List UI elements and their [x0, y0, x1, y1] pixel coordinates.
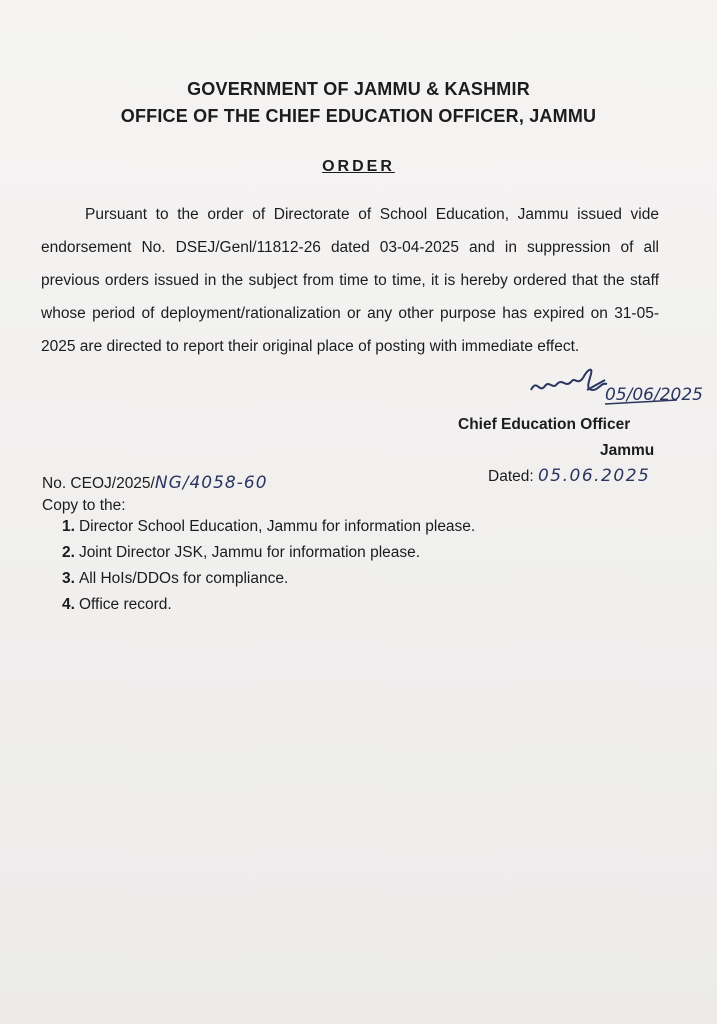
list-item [62, 592, 475, 618]
dated-line [488, 466, 650, 486]
signer-title: Chief Education Officer [458, 416, 631, 433]
list-item-text: Director School Education, Jammu for information please. [78, 518, 476, 535]
list-item-number: 4. [62, 596, 75, 613]
header-office: OFFICE OF THE CHIEF EDUCATION OFFICER, JAMMU [120, 106, 597, 126]
handwritten-signature [527, 360, 717, 420]
list-item-number: 3. [62, 570, 75, 587]
list-item-text: Office record. [78, 596, 172, 613]
copy-to-list [62, 514, 475, 618]
signature-date: 05/06/2025 [605, 385, 703, 405]
dated-handwritten: 05.06.2025 [537, 466, 651, 486]
list-item-number: 1. [62, 518, 75, 535]
order-title: ORDER [322, 158, 395, 175]
list-item [62, 540, 475, 566]
list-item-text: Joint Director JSK, Jammu for information please. [78, 544, 421, 561]
list-item-number: 2. [62, 544, 75, 561]
copy-to-label: Copy to the: [42, 497, 126, 514]
reference-handwritten: NG/4058-60 [154, 473, 268, 493]
list-item [62, 566, 475, 592]
signer-place: Jammu [600, 442, 655, 459]
order-body: Pursuant to the order of Directorate of School Education, Jammu issued vide endorsement No. DSEJ/Genl/11812-26 dated 03-04-2025 and in suppression of all previous orders issued in the subject from time to time, it is hereby ordered that the staff whose period of deployment/rationalization or any other purpose has expired on 31-05-2025 are directed to report their original place of posting with immediate effect. [41, 206, 659, 355]
header-government: GOVERNMENT OF JAMMU & KASHMIR [187, 79, 530, 99]
list-item-text: All HoIs/DDOs for compliance. [78, 570, 289, 587]
list-item [62, 514, 475, 540]
dated-label: Dated: [488, 468, 534, 485]
reference-prefix: No. CEOJ/2025/ [42, 475, 155, 492]
reference-number [42, 473, 268, 493]
